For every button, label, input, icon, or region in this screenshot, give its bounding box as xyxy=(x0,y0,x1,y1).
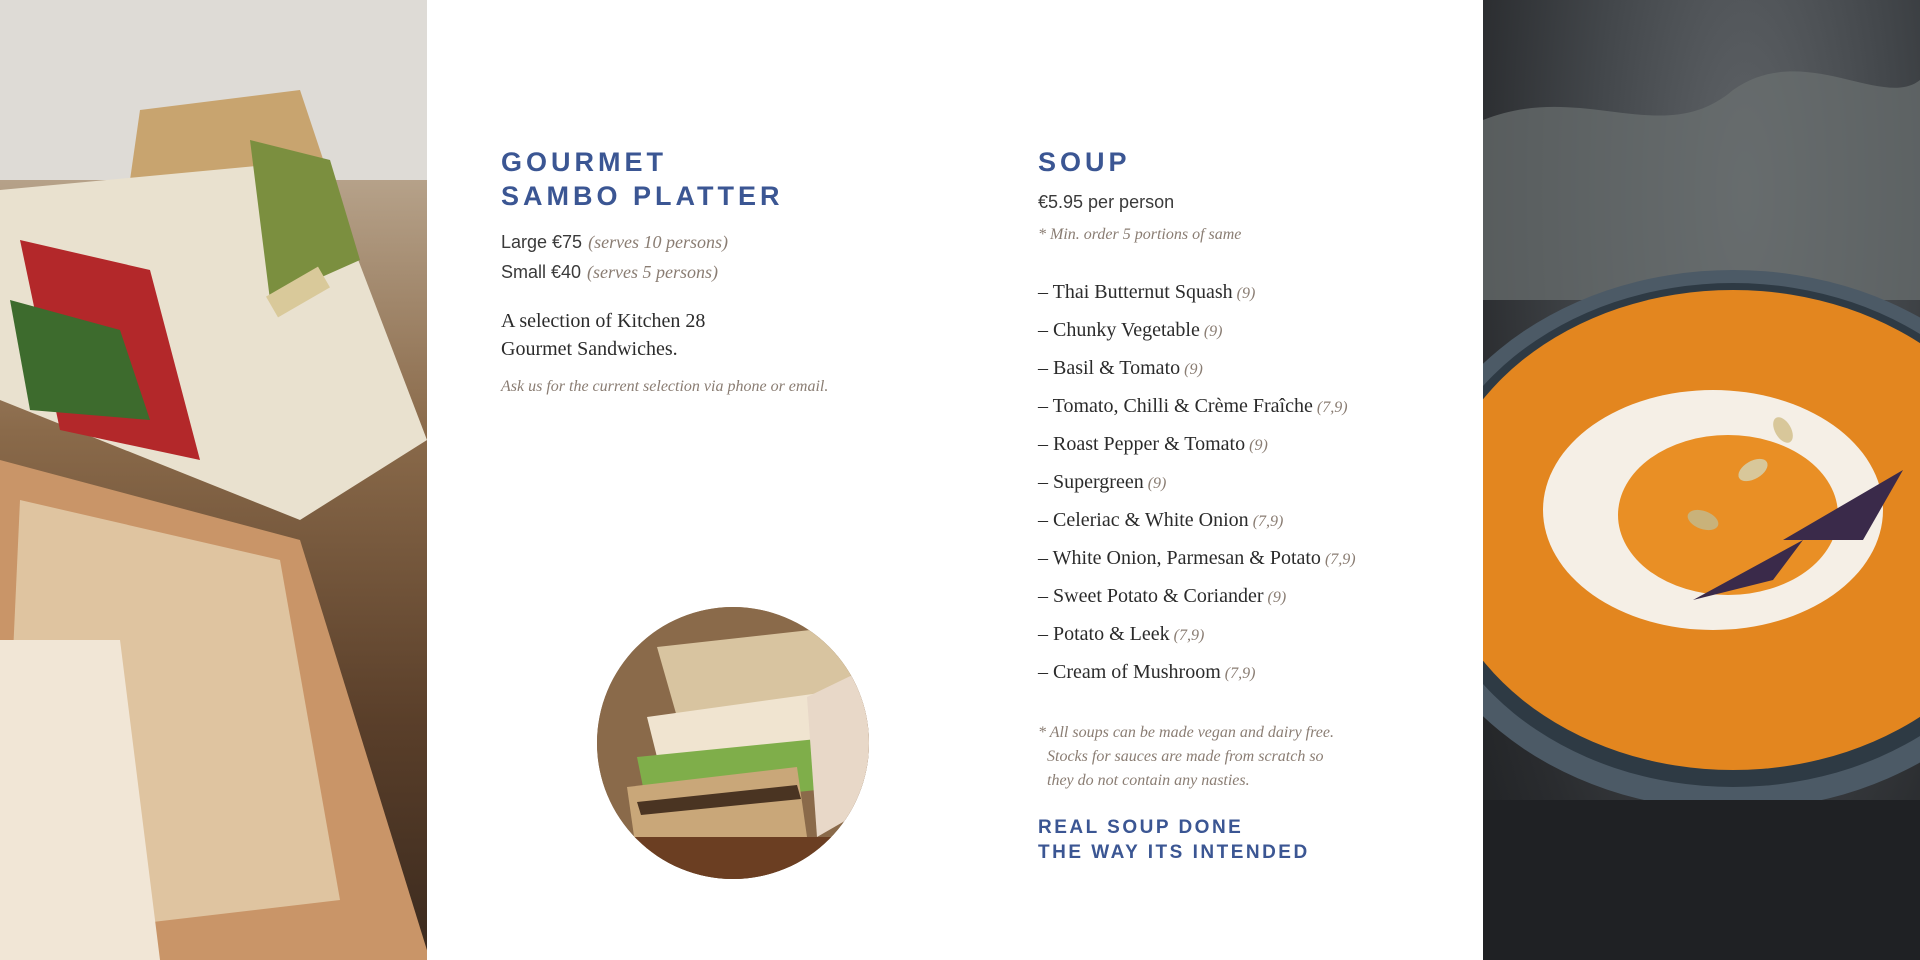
allergen-codes: (9) xyxy=(1184,361,1203,378)
list-item xyxy=(1038,425,1458,463)
small-serves-note: (serves 5 persons) xyxy=(587,262,719,282)
soup-min-order-note: * Min. order 5 portions of same xyxy=(1038,226,1242,243)
soup-name: – Celeriac & White Onion xyxy=(1038,509,1249,531)
list-item xyxy=(1038,653,1458,691)
allergen-codes: (9) xyxy=(1203,323,1223,340)
vegan-note xyxy=(1038,721,1458,793)
sambo-section xyxy=(501,145,921,399)
sambo-desc-line2: Gourmet Sandwiches. xyxy=(501,338,678,360)
list-item xyxy=(1038,615,1458,653)
list-item xyxy=(1038,387,1458,425)
sandwich-stack-illustration xyxy=(597,607,869,879)
list-item xyxy=(1038,463,1458,501)
soup-bowl-illustration xyxy=(1483,0,1920,960)
soup-name: – Cream of Mushroom xyxy=(1038,661,1221,683)
list-item xyxy=(1038,273,1458,311)
large-price: Large €75 xyxy=(501,232,583,252)
soup-name: – Potato & Leek xyxy=(1038,623,1170,645)
allergen-codes: (7,9) xyxy=(1252,513,1284,530)
sandwich-circle-photo xyxy=(597,607,869,879)
allergen-codes: (7,9) xyxy=(1316,399,1348,416)
allergen-codes: (7,9) xyxy=(1173,627,1205,644)
sambo-desc-line1: A selection of Kitchen 28 xyxy=(501,310,706,332)
allergen-codes: (9) xyxy=(1267,589,1287,606)
list-item xyxy=(1038,501,1458,539)
soup-price: €5.95 per person xyxy=(1038,192,1175,212)
sandwich-illustration xyxy=(0,0,427,960)
vegan-note-line3: they do not contain any nasties. xyxy=(1047,772,1250,789)
soup-name: – Tomato, Chilli & Crème Fraîche xyxy=(1038,395,1313,417)
small-price: Small €40 xyxy=(501,262,582,282)
sandwich-photo xyxy=(0,0,427,960)
small-price-row xyxy=(501,257,921,287)
soup-name: – Supergreen xyxy=(1038,471,1144,493)
allergen-codes: (9) xyxy=(1236,285,1256,302)
soup-name: – Roast Pepper & Tomato xyxy=(1038,433,1246,455)
sambo-ask-note: Ask us for the current selection via phone or email. xyxy=(501,378,829,395)
menu-page xyxy=(427,0,1483,960)
allergen-codes: (7,9) xyxy=(1324,551,1356,568)
allergen-codes: (7,9) xyxy=(1224,665,1256,682)
soup-name: – Chunky Vegetable xyxy=(1038,319,1200,341)
soup-list xyxy=(1038,273,1458,691)
large-price-row xyxy=(501,227,921,257)
soup-name: – White Onion, Parmesan & Potato xyxy=(1038,547,1321,569)
soup-name: – Basil & Tomato xyxy=(1038,357,1181,379)
tagline-line2: THE WAY ITS INTENDED xyxy=(1038,842,1310,863)
large-serves-note: (serves 10 persons) xyxy=(588,232,729,252)
soup-photo xyxy=(1483,0,1920,960)
soup-tagline xyxy=(1038,815,1458,865)
sambo-description xyxy=(501,307,921,363)
soup-section xyxy=(1038,145,1458,865)
soup-name: – Thai Butternut Squash xyxy=(1038,281,1233,303)
list-item xyxy=(1038,539,1458,577)
list-item xyxy=(1038,311,1458,349)
soup-heading: SOUP xyxy=(1038,147,1131,177)
list-item xyxy=(1038,349,1458,387)
list-item xyxy=(1038,577,1458,615)
vegan-note-line2: Stocks for sauces are made from scratch so xyxy=(1047,748,1324,765)
tagline-line1: REAL SOUP DONE xyxy=(1038,817,1244,838)
vegan-note-line1: * All soups can be made vegan and dairy free. xyxy=(1038,724,1334,741)
sambo-prices xyxy=(501,227,921,287)
sambo-heading-line1: GOURMET xyxy=(501,147,667,177)
soup-name: – Sweet Potato & Coriander xyxy=(1038,585,1264,607)
sambo-heading-line2: SAMBO PLATTER xyxy=(501,181,784,211)
allergen-codes: (9) xyxy=(1249,437,1268,454)
allergen-codes: (9) xyxy=(1147,475,1167,492)
